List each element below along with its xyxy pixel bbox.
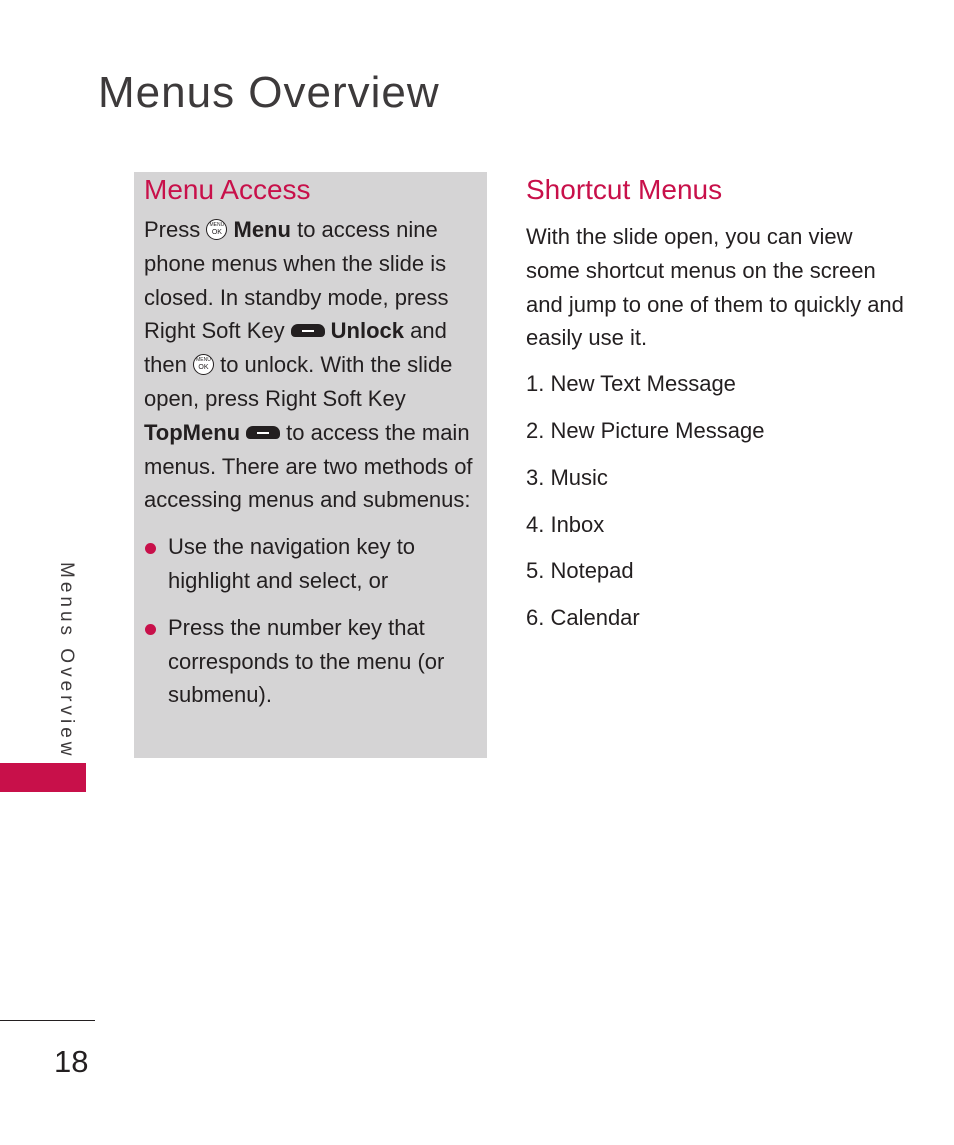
- page-title: Menus Overview: [98, 68, 440, 117]
- menu-access-panel: [134, 172, 487, 758]
- unlock-slide-text: to unlock. With the slide open, press Right Soft Key: [144, 352, 453, 411]
- list-item: 3. Music: [526, 464, 608, 490]
- section-tab-marker: [0, 763, 86, 792]
- menu-access-paragraph: [144, 213, 479, 517]
- menu-ok-key-icon: MENU OK: [206, 219, 227, 240]
- page-number-divider: [0, 1020, 95, 1021]
- menu-key-label: Menu: [233, 217, 291, 242]
- shortcut-menus-list: [526, 367, 906, 635]
- shortcut-menus-section: [526, 172, 906, 648]
- list-item: 1. New Text Message: [526, 371, 736, 397]
- access-methods-list: [144, 530, 479, 712]
- menu-access-heading: Menu Access: [144, 174, 311, 205]
- right-soft-key-icon: [291, 324, 325, 337]
- unlock-label: Unlock: [330, 318, 404, 344]
- topmenu-label: TopMenu: [144, 419, 241, 445]
- bullet-icon: [145, 543, 156, 554]
- main-menus-text: to access the main menus. There are two methods of accessing menus and submenus:: [144, 419, 473, 513]
- press-text: Press: [144, 217, 201, 242]
- access-nine-menus-text: to access nine phone menus when the slide is closed. In standby mode, press Right Soft Key: [144, 217, 449, 344]
- list-item: 6. Calendar: [526, 605, 640, 631]
- and-then-text: and then: [144, 318, 447, 378]
- shortcut-menus-heading: Shortcut Menus: [526, 174, 723, 205]
- list-item: Press the number key that corresponds to the menu (or submenu).: [144, 611, 479, 712]
- shortcut-menus-intro: With the slide open, you can view some shortcut menus on the screen and jump to one of them to quickly and easily use it.: [526, 224, 904, 351]
- right-soft-key-icon: [246, 426, 280, 439]
- list-item: 5. Notepad: [526, 558, 634, 584]
- bullet-icon: [145, 624, 156, 635]
- page-number: 18: [54, 1044, 89, 1079]
- list-item: Use the navigation key to highlight and select, or: [144, 530, 479, 598]
- side-section-label: Menus Overview: [56, 562, 77, 760]
- menu-ok-key-icon: MENU OK: [193, 354, 214, 375]
- list-item: 4. Inbox: [526, 511, 605, 537]
- list-item: 2. New Picture Message: [526, 417, 765, 443]
